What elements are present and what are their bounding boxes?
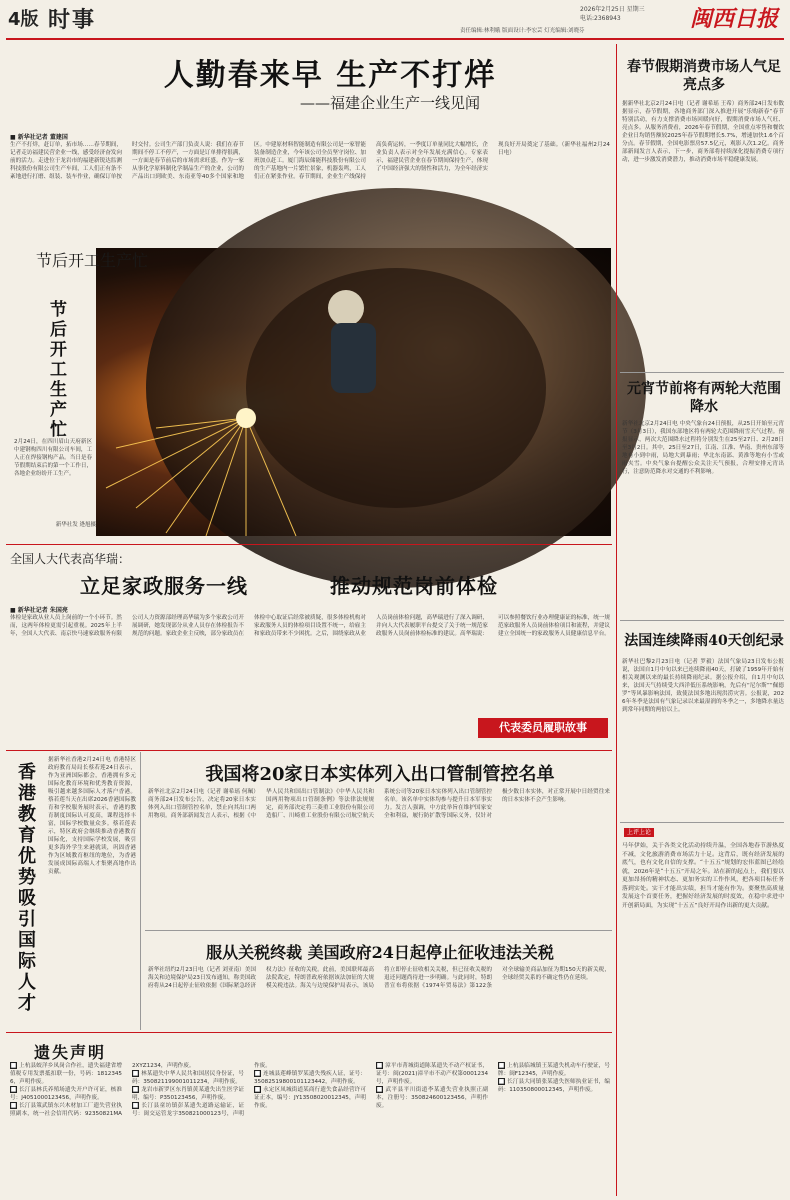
notice-bullet-icon: ■: [10, 1062, 17, 1069]
masthead: [0, 0, 790, 40]
tariff-body: 新华社纽约2月23日电（记者 刘亚南）美国海关和边境保护局23日发布通知，称美国政府将从24日起停止征收依据《国际紧急经济权力法》征收的关税。此前，美国联邦最高法院裁定，特朗普政府依据该法加征的大规模关税违法。海关与边境保护局表示，该局将立即停止征收相关关税，但已征收关税的退还问题尚待进一步明确。与此同时，特朗普宣布将依据《1974年贸易法》第122条对全球输美商品加征为期150天的新关税，全球经贸关系的不确定性仍在延续。: [148, 967, 610, 989]
lead-subhead: ——福建企业生产一线见闻: [299, 94, 480, 112]
notice-bullet-icon: ■: [254, 1086, 261, 1093]
story1-headline: 春节假期消费市场人气足亮点多: [627, 59, 781, 93]
notice-item: ■ 上杭县蛟洋乡凤岗合作社，遗失福建省增值税专用发票抵扣联一份，号码：18123456，声明作废。: [10, 1062, 122, 1085]
notice-item: ■ 永定区凤城街道某商行遗失食品经营许可证正本，编号：JY13508020012345，声明作废。: [254, 1086, 366, 1109]
npc-badge: 代表委员履职故事: [478, 718, 608, 738]
welding-scene: [96, 248, 611, 536]
editors: 责任编辑:林利娥 版面设计:李宏芸 灯光编辑:刘晓芬: [460, 28, 585, 34]
essay-tag: 上评上论: [624, 828, 654, 837]
japan-headline: 我国将20家日本实体列入出口管制管控名单: [205, 764, 555, 785]
lead-byline: ■ 新华社记者 董建国: [10, 134, 68, 141]
hk-body: 据新华社香港2月24日电 香港特区政府教育局局长蔡若莲24日表示，作为亚洲国际都会，香港拥有多元国际化教育环境和优秀教育资源，吸引越来越多国际人才落户香港。蔡若莲当天在出席2026香港国际教育和学校服务展时表示，香港的教育制度国际认可度高，课程选择丰富，国际学校数量众多。蔡若莲表示，特区政府会继续推动香港教育国际化，支持国际学校发展，吸引更多海外学生来港就读，巩固香港作为区域教育枢纽的地位，为香港发展成国际高端人才集聚高地作出贡献。: [48, 757, 136, 875]
story3-headline: 法国连续降雨40天创纪录: [624, 633, 784, 649]
notices-title: 遗失声明: [34, 1043, 107, 1062]
npc-byline: ■ 新华社记者 朱国亮: [10, 607, 68, 614]
photo-side-title: 节后开工生产忙: [50, 300, 67, 440]
notice-item: ■ 上杭县临城镇王某遗失机动车行驶证，号牌：闽F12345，声明作废。: [498, 1062, 610, 1077]
npc-headline-right: 推动规范岗前体检: [330, 574, 498, 598]
divider: [140, 752, 141, 1030]
story2-headline: 元宵节前将有两轮大范围降水: [627, 381, 781, 415]
divider: [6, 544, 612, 545]
phone: 电话:2368943: [580, 15, 621, 22]
lead-headline: 人勤春来早 生产不打烊: [163, 58, 497, 93]
notices-list: [10, 1062, 610, 1192]
notice-item: ■ 连城县莲峰镇罗某遗失残疾人证，证号：35082519800101123442，声明作废。: [254, 1070, 366, 1085]
lead-body: 生产不打烊，赶订单，拓市场……春节期间，记者走访福建民营企业一线，感受经济奋发向前的活力。走进位于龙岩市的福建新锐达监测科技股份有限公司生产车间，工人们正有条不紊地进行打磨、组装、装车作业，确保订单按时交付。公司生产部门负责人说：我们在春节期间不停工不停产，一方面是订单排得很满，一方面是春节前后的市场需求旺盛。作为一家从事化学原料制化学制品生产的企业，公司的产品出口到欧美、东南亚等40多个国家和地区。中建原材料智能制造有限公司是一家智能装备制造企业，今年该公司全员坚守岗位、加班加点赶工。厦门海辰储能科技股份有限公司的生产基地内一片繁忙景象，机器轰鸣，工人们正在紧张作业。春节期间，企业生产线保持高负荷运转，一季度订单量同比大幅增长，企业负责人表示对全年发展充满信心。专家表示，福建民营企业在春节期间保持生产，体现了中国经济强大的韧性和活力，为全年经济实现良好开局奠定了基础。（新华社福州2月24日电）: [10, 142, 610, 180]
notice-bullet-icon: ■: [132, 1086, 139, 1093]
photo-credit: 新华社发 逄旭摄: [55, 522, 96, 528]
npc-body: 体检是家政从业人员上岗前的一个小环节。然而，这两年体检更需引起重视。2025年上半年，全国人大代表、南京快马速家政服务有限公司人力资源部经理高华瑞为多个家政公司开展调研，她发现部分从业人员存在体检报告不规范的问题。家政企业主反映，部分家政员在体检中心取证后经常被质疑，很多体检机构对家政服务人员的体检项目设置不统一，给雇主和家政员带来不少困扰。之后，围绕家政从业人员岗前体检问题，高华瑞进行了深入调研，并向人大代表履职平台提交了关于统一规范家政服务人员岗前体检标准的建议。高华瑞说：可以参照餐饮行业办理健康证的标准，统一规范家政服务人员岗前体检项目和流程，并建议建立全国统一的家政服务人员健康信息平台。: [10, 615, 610, 637]
story2-body: 新华社北京2月24日电 中央气象台24日预报，从25日开始至元宵节（3月3日），我国东部地区将有两轮大范围降雨雪天气过程。预报显示，两次大范围降水过程将分别发生在25至27日、2月28日至3月2日。其中，25日至27日，江南、江淮、华南、贵州东部等地有小到中雨，局地大到暴雨；华北东南部、黄淮等地有小雪或雨夹雪。中央气象台提醒公众关注天气预报，合理安排元宵出行，注意防范降水对交通的不利影响。: [622, 421, 784, 475]
japan-body: 新华社北京2月24日电（记者 谢希瑶 何珮）商务部24日发布公告，决定将20家日本实体列入出口管制管控名单，禁止向其出口两用物项。商务部新闻发言人表示，根据《中华人民共和国出口管制法》《中华人民共和国两用物项出口管制条例》等法律法规规定，商务部决定将三菱重工业股份有限公司造船厂、川崎重工业股份有限公司航空航天系统公司等20家日本实体列入出口管制管控名单。该名单中实体均参与提升日本军事实力。发言人强调，中方此举旨在维护国家安全和利益，履行防扩散等国际义务，仅针对极少数日本实体，对正常开展中日经贸往来的日本实体不会产生影响。: [148, 789, 610, 819]
tariff-headline: 服从关税终裁 美国政府24日起停止征收违法关税: [206, 943, 554, 962]
notice-item: ■ 武平县平川街道李某遗失营业执照正副本，注册号：350824600123456，声明作废。: [376, 1086, 488, 1109]
divider: [620, 620, 784, 621]
notice-bullet-icon: ■: [376, 1062, 383, 1069]
notice-item: ■ 龙岩市新罗区东肖镇黄某遗失出生医学证明，编号：P350123456，声明作废。: [132, 1086, 244, 1101]
hk-headline: 香港教育优势吸引国际人才: [18, 762, 36, 1014]
notice-item: ■ 长汀县大同镇张某遗失医师执业证书，编码：110350800012345，声明作废。: [498, 1078, 610, 1093]
notice-bullet-icon: ■: [132, 1070, 139, 1077]
notice-item: ■ 漳平市菁城街道陈某遗失不动产权证书，证号：闽(2021)漳平市不动产权第0001234号，声明作废。: [376, 1062, 488, 1085]
notice-bullet-icon: ■: [498, 1078, 505, 1085]
divider: [620, 822, 784, 823]
notice-bullet-icon: ■: [10, 1102, 17, 1109]
divider: [145, 930, 612, 931]
photo-side-title: 节后开工生产忙: [36, 251, 149, 270]
divider: [6, 750, 612, 751]
divider: [620, 372, 784, 373]
masthead-rule: [6, 38, 784, 40]
story3-body: 新华社巴黎2月23日电（记者 罗毅）法国气象局23日发布公报说，法国自1月中旬以来已连续降雨40天，打破了1959年开始有相关观测以来的最长持续降雨纪录。据公报介绍，自1月中旬以来，法国天气持续受大西洋低压系统影响，先后有“尼尔斯”“佩德罗”等风暴影响法国，致使法国多地出现洪涝灾害。公报说，2026年冬季是法国有气象记录以来最湿润的冬季之一，多地降水量达到常年同期的两倍以上。: [622, 659, 784, 713]
column-divider: [616, 44, 617, 1196]
notice-item: ■ 长汀县林氏养殖场遗失开户许可证，核准号：J4051000123456，声明作废。: [10, 1086, 122, 1101]
page-number: 4版: [8, 9, 39, 30]
notice-item: ■ 林某遗失中华人民共和国居民身份证，号码：350821199001011234，声明作废。: [132, 1070, 244, 1085]
section-title: 时事: [48, 8, 97, 33]
essay-body: 马年伊始，关于各类文化活动持续升温，全国各地春节游热度不减，文化旅游消费市场活力十足。这背后，既有经济发展的底气，也有文化自信的支撑。“十五五”规划的宏伟蓝图已经绘就，2026年是“十五五”开局之年。站在新的起点上，我们要以更加昂扬的精神状态、更加务实的工作作风，把各项目标任务落到实处。实干才能出实绩，担当才能有作为。要聚焦高质量发展这个首要任务，把握好经济发展的时度效，在稳中求进中开创新局面，为实现“十五五”良好开局作出新的更大贡献。: [622, 843, 784, 909]
notice-item: ■ 长汀县策武镇东兴木材加工厂遗失营业执照副本，统一社会信用代码：92350821MA2XYZ1234，声明作废。: [10, 1063, 195, 1117]
notices: [6, 1036, 612, 1196]
story1-body: 据新华社北京2月24日电（记者 谢希瑶 王希）商务部24日发布数据显示，春节假期，各地商务部门深入推进开展“乐购新春”春节特别活动，有力支撑消费市场回暖向好，假期消费市场人气旺、亮点多。从服务消费看，2026年春节假期，全国重点零售和餐饮企业日均销售额较2025年春节假期增长5.7%，增速加快1.6个百分点。春节假期，全国电影票房57.5亿元，观影人次1.2亿。商务部新闻发言人表示，下一步，商务部将持续深化提振消费专项行动，进一步激发消费潜力，推动消费市场平稳健康发展。: [622, 101, 784, 163]
paper-logo: 闽西日报: [690, 6, 779, 32]
notice-bullet-icon: ■: [376, 1086, 383, 1093]
notice-bullet-icon: ■: [498, 1062, 505, 1069]
divider: [6, 1032, 612, 1033]
notice-bullet-icon: ■: [10, 1086, 17, 1093]
npc-headline-left: 立足家政服务一线: [80, 574, 248, 598]
photo-caption: 2月24日，在四川眉山天府新区中建钢构四川有限公司车间，工人正在焊接钢构产品。当日是春节假期结束后的第一个工作日，各地企业纷纷开工生产。: [14, 439, 92, 477]
notice-item: ■ 长汀县童坊镇彭某遗失道路运输证，证号：闽交运管龙字350821000123号，声明作废。: [132, 1063, 271, 1117]
npc-kicker: 全国人大代表高华瑞：: [10, 552, 131, 566]
notice-bullet-icon: ■: [254, 1070, 261, 1077]
issue-date: 2026年2月25日 星期三: [580, 6, 645, 13]
notice-bullet-icon: ■: [132, 1102, 139, 1109]
